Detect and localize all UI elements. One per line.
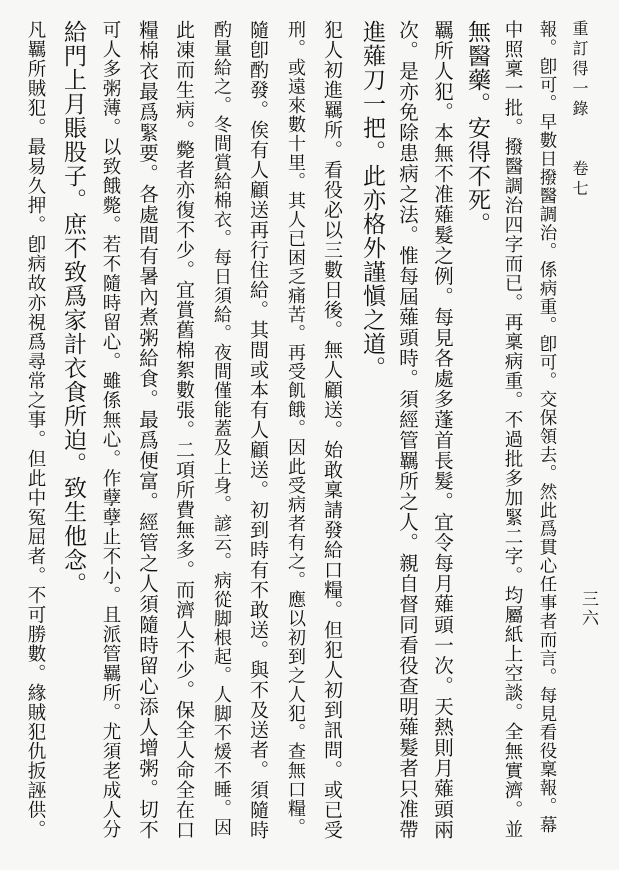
text-column-9: 隨卽酌發。俟有人顧送再行住給。其間或本有人顧送。初到時有不敢送。與不及送者。須隨時 bbox=[247, 20, 269, 840]
text-column-15: 凡羈所賊犯。最易久押。卽病故亦視爲尋常之事。但此中冤屈者。不可勝數。緣賊犯仇扳誣供。 bbox=[25, 20, 46, 839]
text-column-2: 中照稟一批。撥醫調治四字而已。再稟病重。不過批多加緊二字。均屬紙上空談。全無實濟。並 bbox=[502, 20, 523, 839]
book-title: 重訂得一錄 bbox=[570, 20, 589, 120]
text-column-1: 報。卽可。早數日撥醫調治。係病重。卽可。交保領去。然此爲貫心任事者而言。每見看役稟報。幕 bbox=[537, 20, 557, 834]
volume-label: 卷七 bbox=[570, 160, 589, 200]
page-number: 三六 bbox=[578, 590, 598, 628]
text-column-4: 羈所人犯。本無不准薙髮之例。每見各處多蓬首長髮。宜令每月薙頭一次。天熱則月薙頭兩 bbox=[431, 20, 454, 840]
running-head bbox=[570, 20, 588, 200]
text-column-8: 刑。或遠來數十里。其人已困乏痛苦。再受飢餓。因此受病者有之。應以初到之人犯。查無口糧。 bbox=[285, 20, 306, 837]
text-column-12: 糧棉衣最爲緊要。各處間有暑內煮粥給食。最爲便富。經管之人須隨時留心添人增粥。切不 bbox=[136, 20, 159, 840]
text-column-7: 犯人初進羈所。看役必以三數日後。無人顧送。始敢稟請發給口糧。但犯人初到訊問。或已受 bbox=[321, 20, 343, 840]
text-column-10: 酌量給之。冬間賞給棉衣。每日須給。夜間僅能蓋及上身。諺云。病從脚根起。人脚不煖不睡。因 bbox=[211, 20, 232, 837]
text-column-13: 可人多粥薄。以致餓斃。若不隨時留心。雖係無心。作孽孽止不小。且派管羈所。尤須老成人分 bbox=[100, 20, 121, 839]
text-column-14: 給門上月賬股子。庶不致爲家計衣食所迫。致生他念。 bbox=[60, 20, 86, 596]
text-column-3: 無醫藥。安得不死。 bbox=[464, 20, 490, 236]
text-column-11: 此凍而生病。斃者亦復不少。宜賞舊棉絮數張。二項所費無多。而濟人不少。保全人命全在口 bbox=[173, 20, 195, 840]
text-column-6: 進薙刀一把。此亦格外謹愼之道。 bbox=[359, 20, 385, 380]
text-column-5: 次。是亦免除患病之法。惟每屆薙頭時。須經管羈所之人。親自督同看役查明薙髮者只准帶 bbox=[396, 20, 419, 840]
